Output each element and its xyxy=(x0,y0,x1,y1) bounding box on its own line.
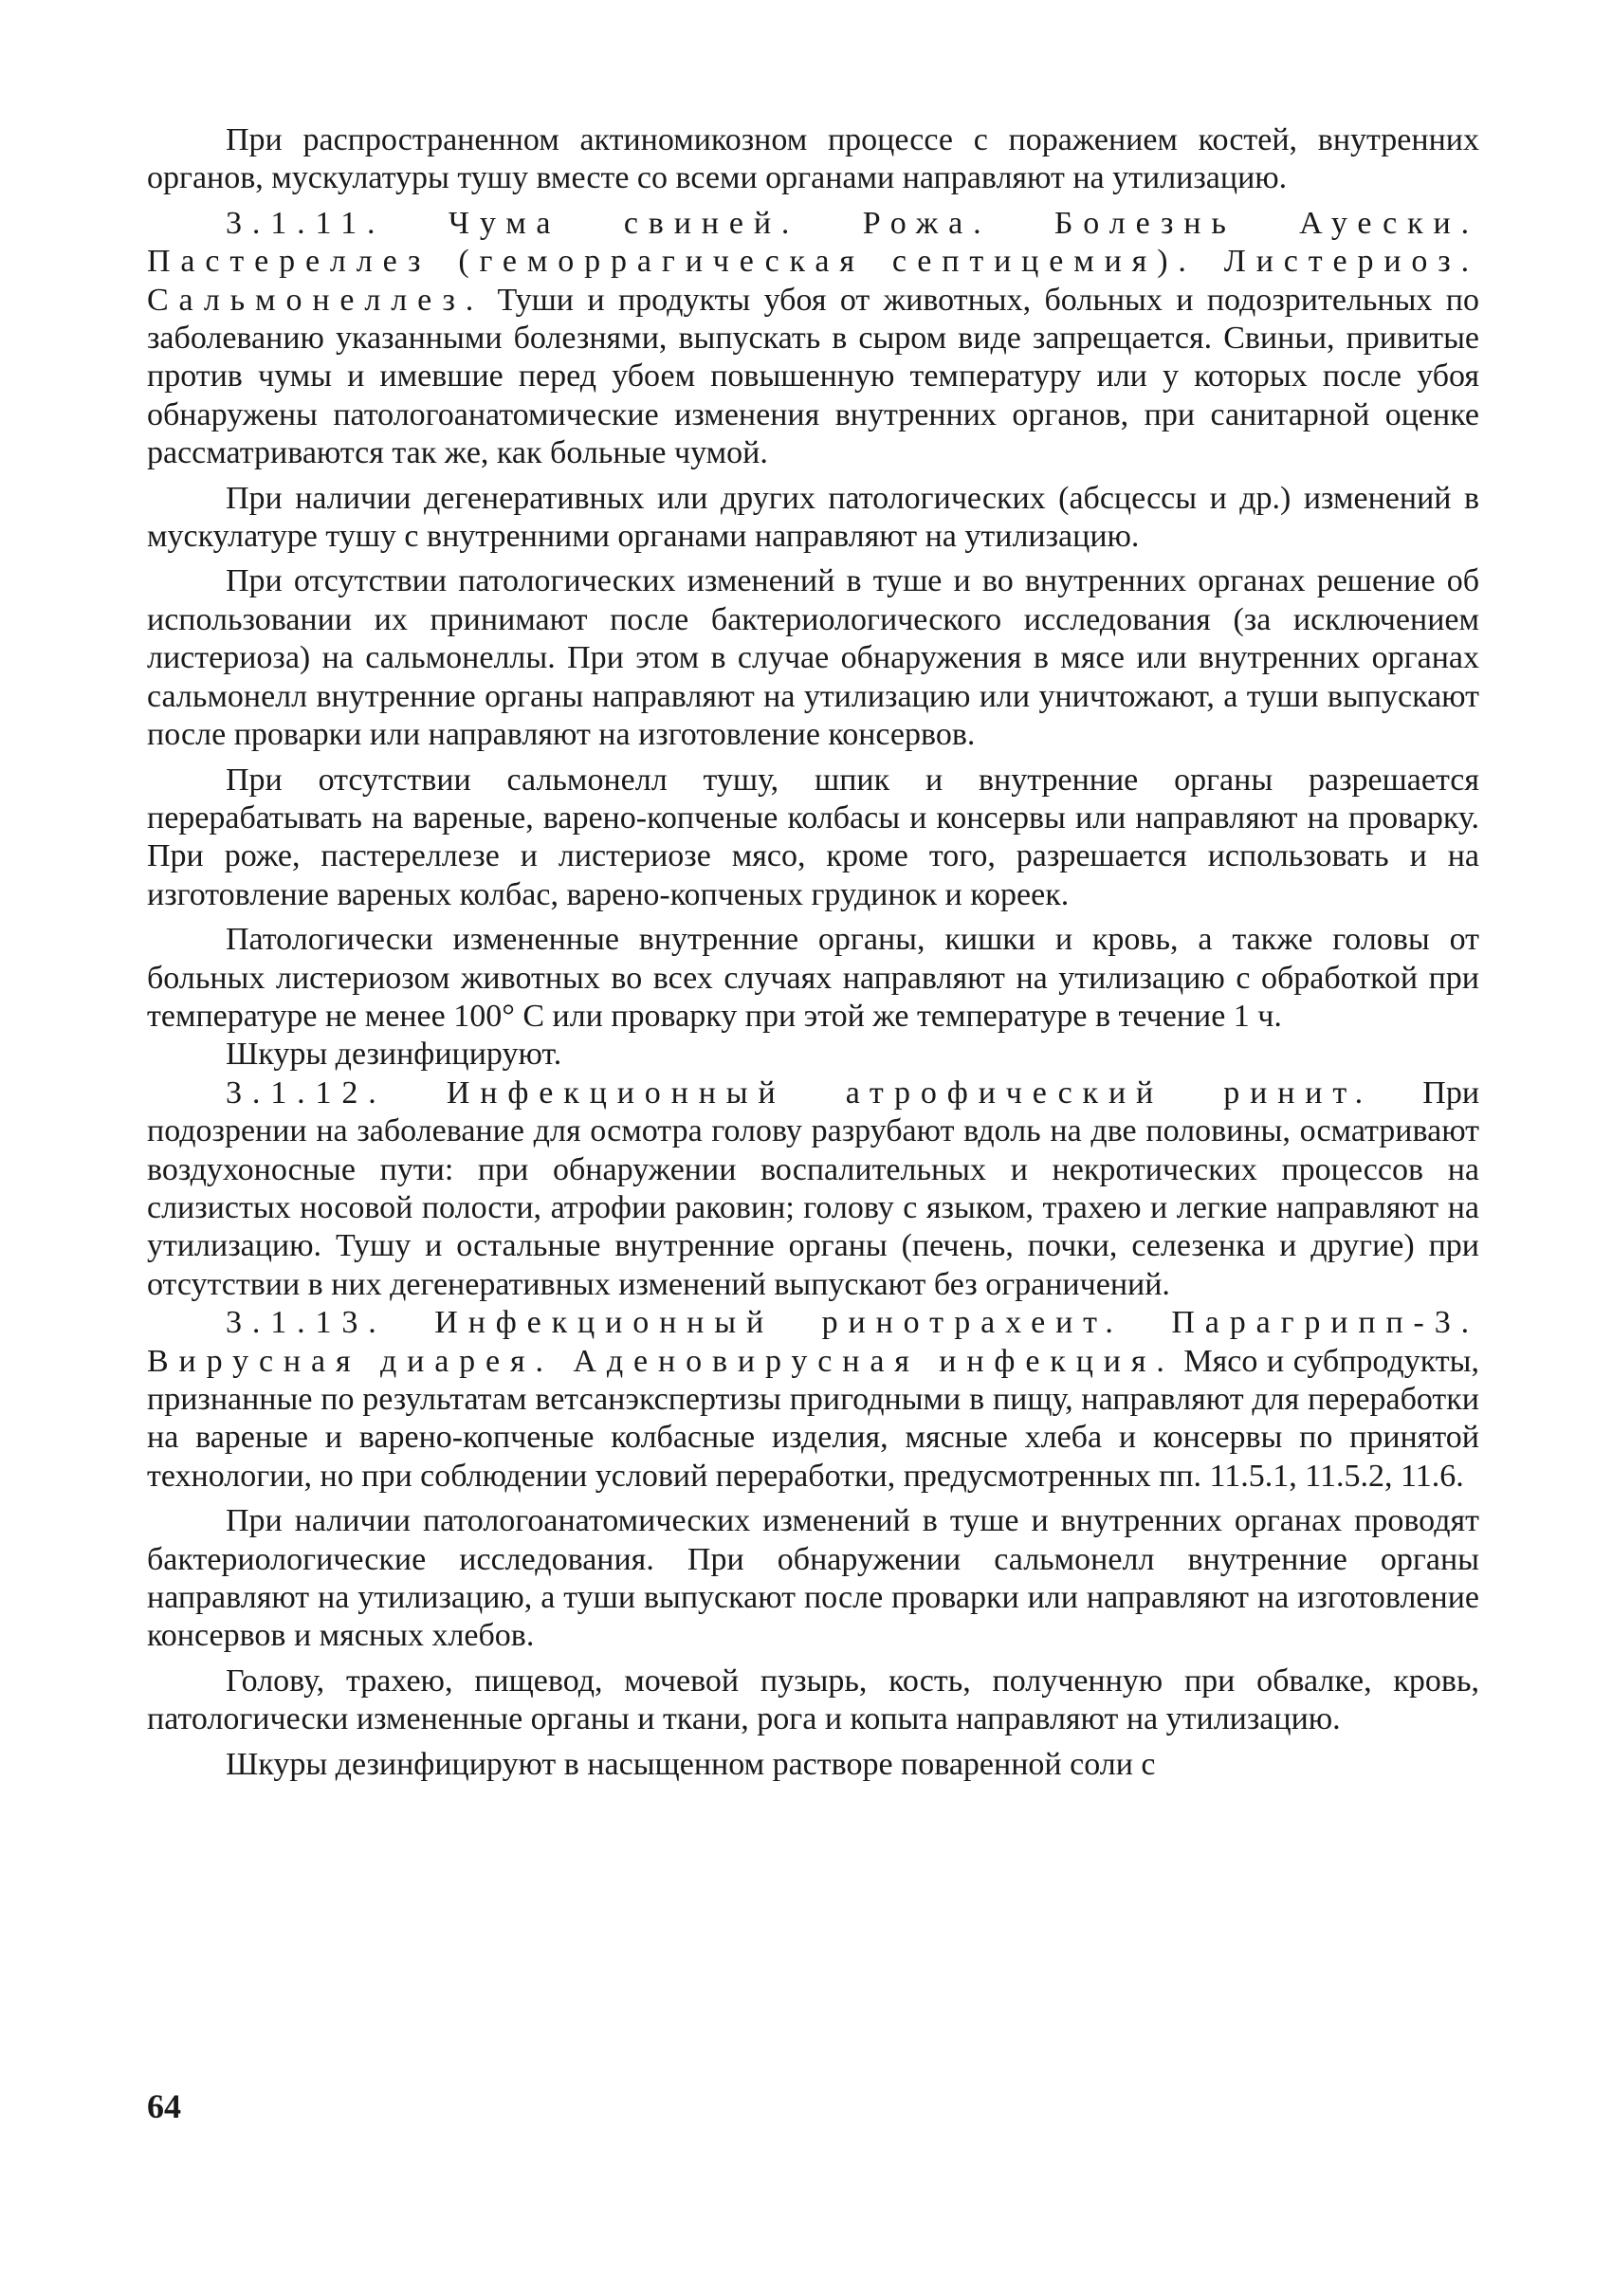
paragraph-text: При отсутствии патологических изменений в туше и во внутренних органах решение об использовании их принимают после бактериологического исследования (за исключением листериоза) на сальмонеллы. При этом в случае обнаружения в мясе или внутренних органах сальмонелл внутренние органы направляют на утилизацию или уничтожают, а туши выпускают после проварки или направляют на изготовление консервов. xyxy=(147,563,1479,753)
paragraph xyxy=(147,1036,1479,1074)
paragraph xyxy=(147,1662,1479,1739)
paragraph-text: При наличии дегенеративных или других патологических (абсцессы и др.) изменений в мускулатуре тушу с внутренними органами направляют на утилизацию. xyxy=(147,480,1479,555)
paragraph xyxy=(147,562,1479,754)
paragraph xyxy=(147,205,1479,473)
paragraph xyxy=(147,1075,1479,1304)
paragraph-text: Голову, трахею, пищевод, мочевой пузырь, кость, полученную при обвалке, кровь, патологически измененные органы и ткани, рога и копыта направляют на утилизацию. xyxy=(147,1662,1479,1737)
paragraph-text: Мясо и субпродукты, признанные по результатам ветсанэкспертизы пригодными в пищу, направляют для переработки на вареные и варено-копченые колбасные изделия, мясные хлеба и консервы по принятой технологии, но при соблюдении условий переработки, предусмотренных пп. 11.5.1, 11.5.2, 11.6. xyxy=(147,1343,1480,1494)
paragraph-text: При отсутствии сальмонелл тушу, шпик и внутренние органы разрешается перерабатывать на вареные, варено-копченые колбасы и консервы или направляют на проварку. При роже, пастереллезе и листериозе мясо, кроме того, разрешается использовать и на изготовление вареных колбас, варено-копченых грудинок и кореек. xyxy=(147,762,1479,912)
paragraph xyxy=(147,921,1479,1036)
paragraph-text: Шкуры дезинфицируют. xyxy=(226,1037,562,1073)
paragraph-text: При наличии патологоанатомических изменений в туше и внутренних органах проводят бактериологические исследования. При обнаружении сальмонелл внутренние органы направляют на утилизацию, а туши выпускают после проварки или направляют на изготовление консервов и мясных хлебов. xyxy=(147,1503,1479,1654)
page-text xyxy=(147,121,1479,1784)
paragraph xyxy=(147,1502,1479,1656)
page-number: 64 xyxy=(147,2087,181,2125)
paragraph xyxy=(147,762,1479,915)
paragraph xyxy=(147,121,1479,198)
section-heading: 3.1.11. Чума свиней. Рожа. Болезнь Ауески. Пастереллез (геморрагическая септицемия). Листериоз. Сальмонеллез. xyxy=(147,205,1479,318)
paragraph xyxy=(147,1746,1479,1784)
paragraph-text: При подозрении на заболевание для осмотра голову разрубают вдоль на две половины, осматривают воздухоносные пути: при обнаружении воспалительных и некротических процессов на слизистых носовой полости, атрофии раковин; голову с языком, трахею и легкие направляют на утилизацию. Тушу и остальные внутренние органы (печень, почки, селезенка и другие) при отсутствии в них дегенеративных изменений выпускают без ограничений. xyxy=(147,1075,1480,1302)
paragraph-text: Шкуры дезинфицируют в насыщенном растворе поваренной соли с xyxy=(226,1746,1156,1782)
paragraph-text: Патологически измененные внутренние органы, кишки и кровь, а также головы от больных листериозом животных во всех случаях направляют на утилизацию с обработкой при температуре не менее 100° С или проварку при этой же температуре в течение 1 ч. xyxy=(147,922,1479,1034)
section-heading: 3.1.13. Инфекционный ринотрахеит. Парагрипп-3. Вирусная диарея. Аденовирусная инфекция. xyxy=(147,1305,1479,1379)
paragraph-text: При распространенном актиномикозном процессе с поражением костей, внутренних органов, мускулатуры тушу вместе со всеми органами направляют на утилизацию. xyxy=(147,122,1479,196)
paragraph xyxy=(147,480,1479,557)
paragraph xyxy=(147,1304,1479,1496)
section-heading: 3.1.12. Инфекционный атрофический ринит. xyxy=(226,1075,1373,1111)
paragraph-text: Туши и продукты убоя от животных, больных и подозрительных по заболеванию указанными болезнями, выпускать в сыром виде запрещается. Свиньи, привитые против чумы и имевшие перед убоем повышенную температуру или у которых после убоя обнаружены патологоанатомические изменения внутренних органов, при санитарной оценке рассматриваются так же, как больные чумой. xyxy=(147,282,1480,471)
